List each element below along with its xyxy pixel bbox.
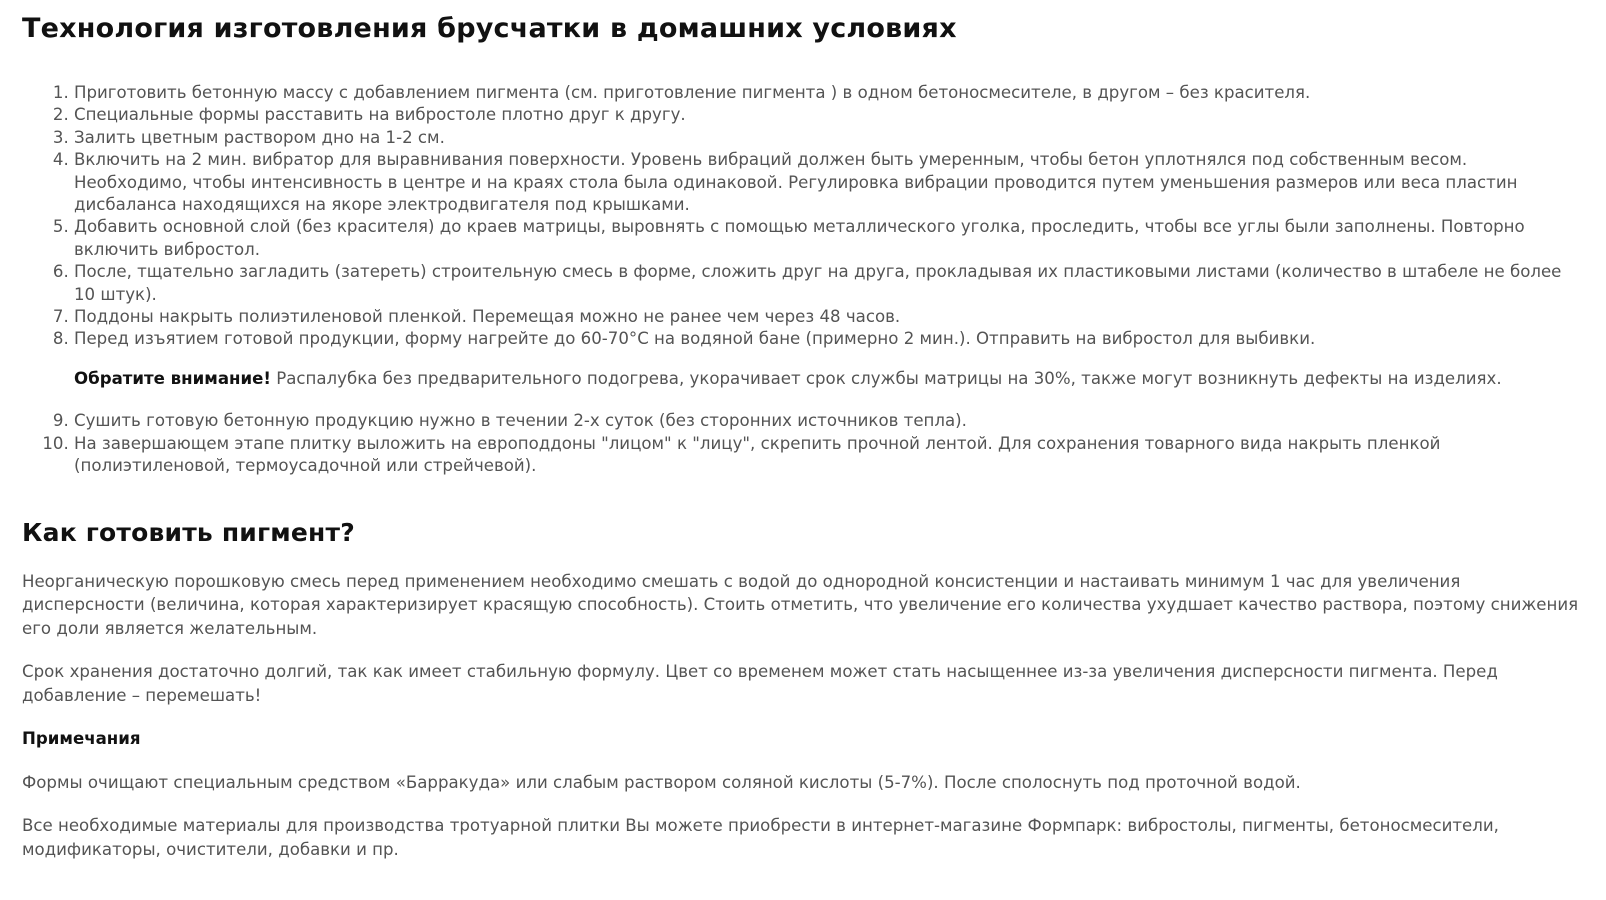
list-item: 8. Перед изъятием готовой продукции, форму нагрейте до 60-70°C на водяной бане (примерно 2 мин.). Отправить на вибростол для выбивки. [74,328,1582,350]
list-item: 1. Приготовить бетонную массу с добавлением пигмента (см. приготовление пигмента ) в одном бетоносмесителе, в другом – без красителя. [74,82,1582,104]
list-item: 10. На завершающем этапе плитку выложить на европоддоны "лицом" к "лицу", скрепить прочной лентой. Для сохранения товарного вида накрыть пленкой (полиэтиленовой, термоусадочной или стрейчевой). [74,433,1582,478]
paragraph: Формы очищают специальным средством «Барракуда» или слабым раствором соляной кислоты (5-7%). После сполоснуть под проточной водой. [22,772,1301,792]
list-item: 2. Специальные формы расставить на вибростоле плотно друг к другу. [74,104,1582,126]
section-title: Как готовить пигмент? [22,517,355,547]
attention-note [74,368,1582,390]
list-item: 3. Залить цветным раствором дно на 1-2 см. [74,127,1582,149]
notes-heading: Примечания [22,729,141,748]
paragraph: Срок хранения достаточно долгий, так как имеет стабильную формулу. Цвет со временем может стать насыщеннее из-за увеличения дисперсности пигмента. Перед добавление – перемешать! [22,662,1498,705]
list-item: 5. Добавить основной слой (без красителя) до краев матрицы, выровнять с помощью металлического уголка, проследить, чтобы все углы были заполнены. Повторно включить вибростол. [74,216,1582,261]
list-item: 7. Поддоны накрыть полиэтиленовой пленкой. Перемещая можно не ранее чем через 48 часов. [74,306,1582,328]
steps-list-continued [22,410,1582,477]
paragraph: Неорганическую порошковую смесь перед применением необходимо смешать с водой до однородной консистенции и настаивать минимум 1 час для увеличения дисперсности (величина, которая характеризирует красящую способность). Стоить отметить, что увеличение его количества ухудшает качество раствора, поэтому снижения его доли является желательным. [22,571,1579,638]
paragraph: Все необходимые материалы для производства тротуарной плитки Вы можете приобрести в интернет-магазине Формпарк: вибростолы, пигменты, бетоносмесители, модификаторы, очистители, добавки и пр. [22,816,1499,859]
list-item: 9. Сушить готовую бетонную продукцию нужно в течении 2-х суток (без сторонних источников тепла). [74,410,1582,432]
list-item: 4. Включить на 2 мин. вибратор для выравнивания поверхности. Уровень вибраций должен быть умеренным, чтобы бетон уплотнялся под собственным весом. Необходимо, чтобы интенсивность в центре и на краях стола была одинаковой. Регулировка вибрации проводится путем уменьшения размеров или веса пластин дисбаланса находящихся на якоре электродвигателя под крышками. [74,149,1582,216]
attention-text: Распалубка без предварительного подогрева, укорачивает срок службы матрицы на 30%, также могут возникнуть дефекты на изделиях. [270,368,1502,388]
page-title: Технология изготовления брусчатки в домашних условиях [22,13,957,44]
list-item: 6. После, тщательно загладить (затереть) строительную смесь в форме, сложить друг на друга, прокладывая их пластиковыми листами (количество в штабеле не более 10 штук). [74,261,1582,306]
attention-label: Обратите внимание! [74,368,271,388]
steps-list [22,82,1582,351]
